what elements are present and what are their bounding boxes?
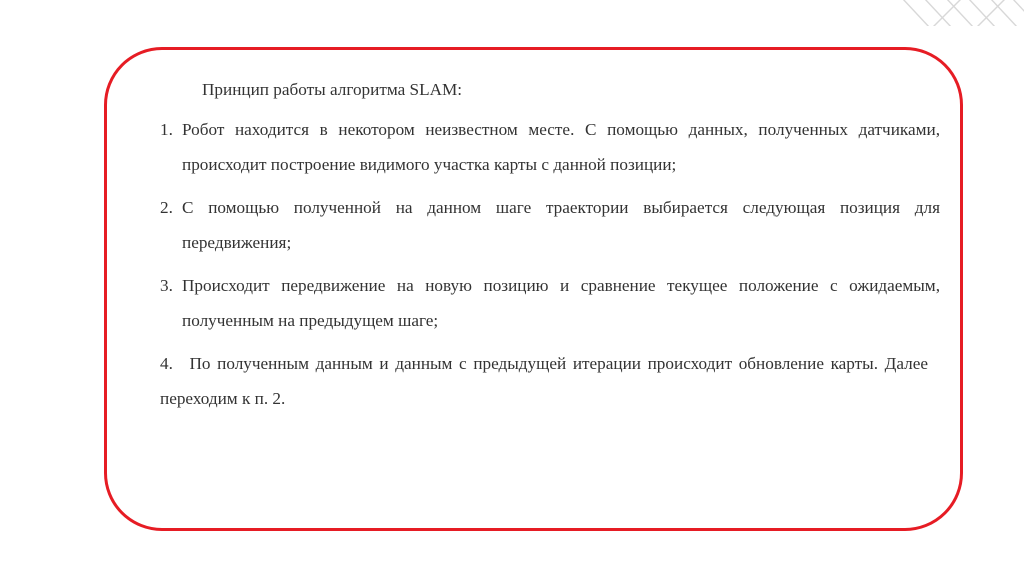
list-number: 4. [160, 354, 173, 373]
diagonal-lines-graphic [884, 0, 1024, 26]
list-item-text: Робот находится в некотором неизвестном месте. С помощью данных, полученных датчиками, происходит построение видимого участка карты с данной позиции; [182, 120, 940, 174]
list-item-4 [160, 346, 928, 416]
list-number: 3. [160, 276, 173, 295]
corner-decoration [884, 0, 1024, 26]
list-item-text: Происходит передвижение на новую позицию и сравнение текущее положение с ожидаемым, полученным на предыдущем шаге; [182, 276, 940, 330]
list-number: 2. [160, 198, 173, 217]
list-item-3 [160, 268, 940, 338]
slide-heading: Принцип работы алгоритма SLAM: [202, 80, 463, 99]
slide-content [160, 72, 940, 424]
list-number: 1. [160, 120, 173, 139]
list-item-1 [160, 112, 940, 182]
list-item-text: По полученным данным и данным с предыдущей итерации происходит обновление карты. Далее переходим к п. 2. [160, 354, 928, 408]
list-item-2 [160, 190, 940, 260]
list-item-text: С помощью полученной на данном шаге траектории выбирается следующая позиция для передвижения; [182, 198, 940, 252]
